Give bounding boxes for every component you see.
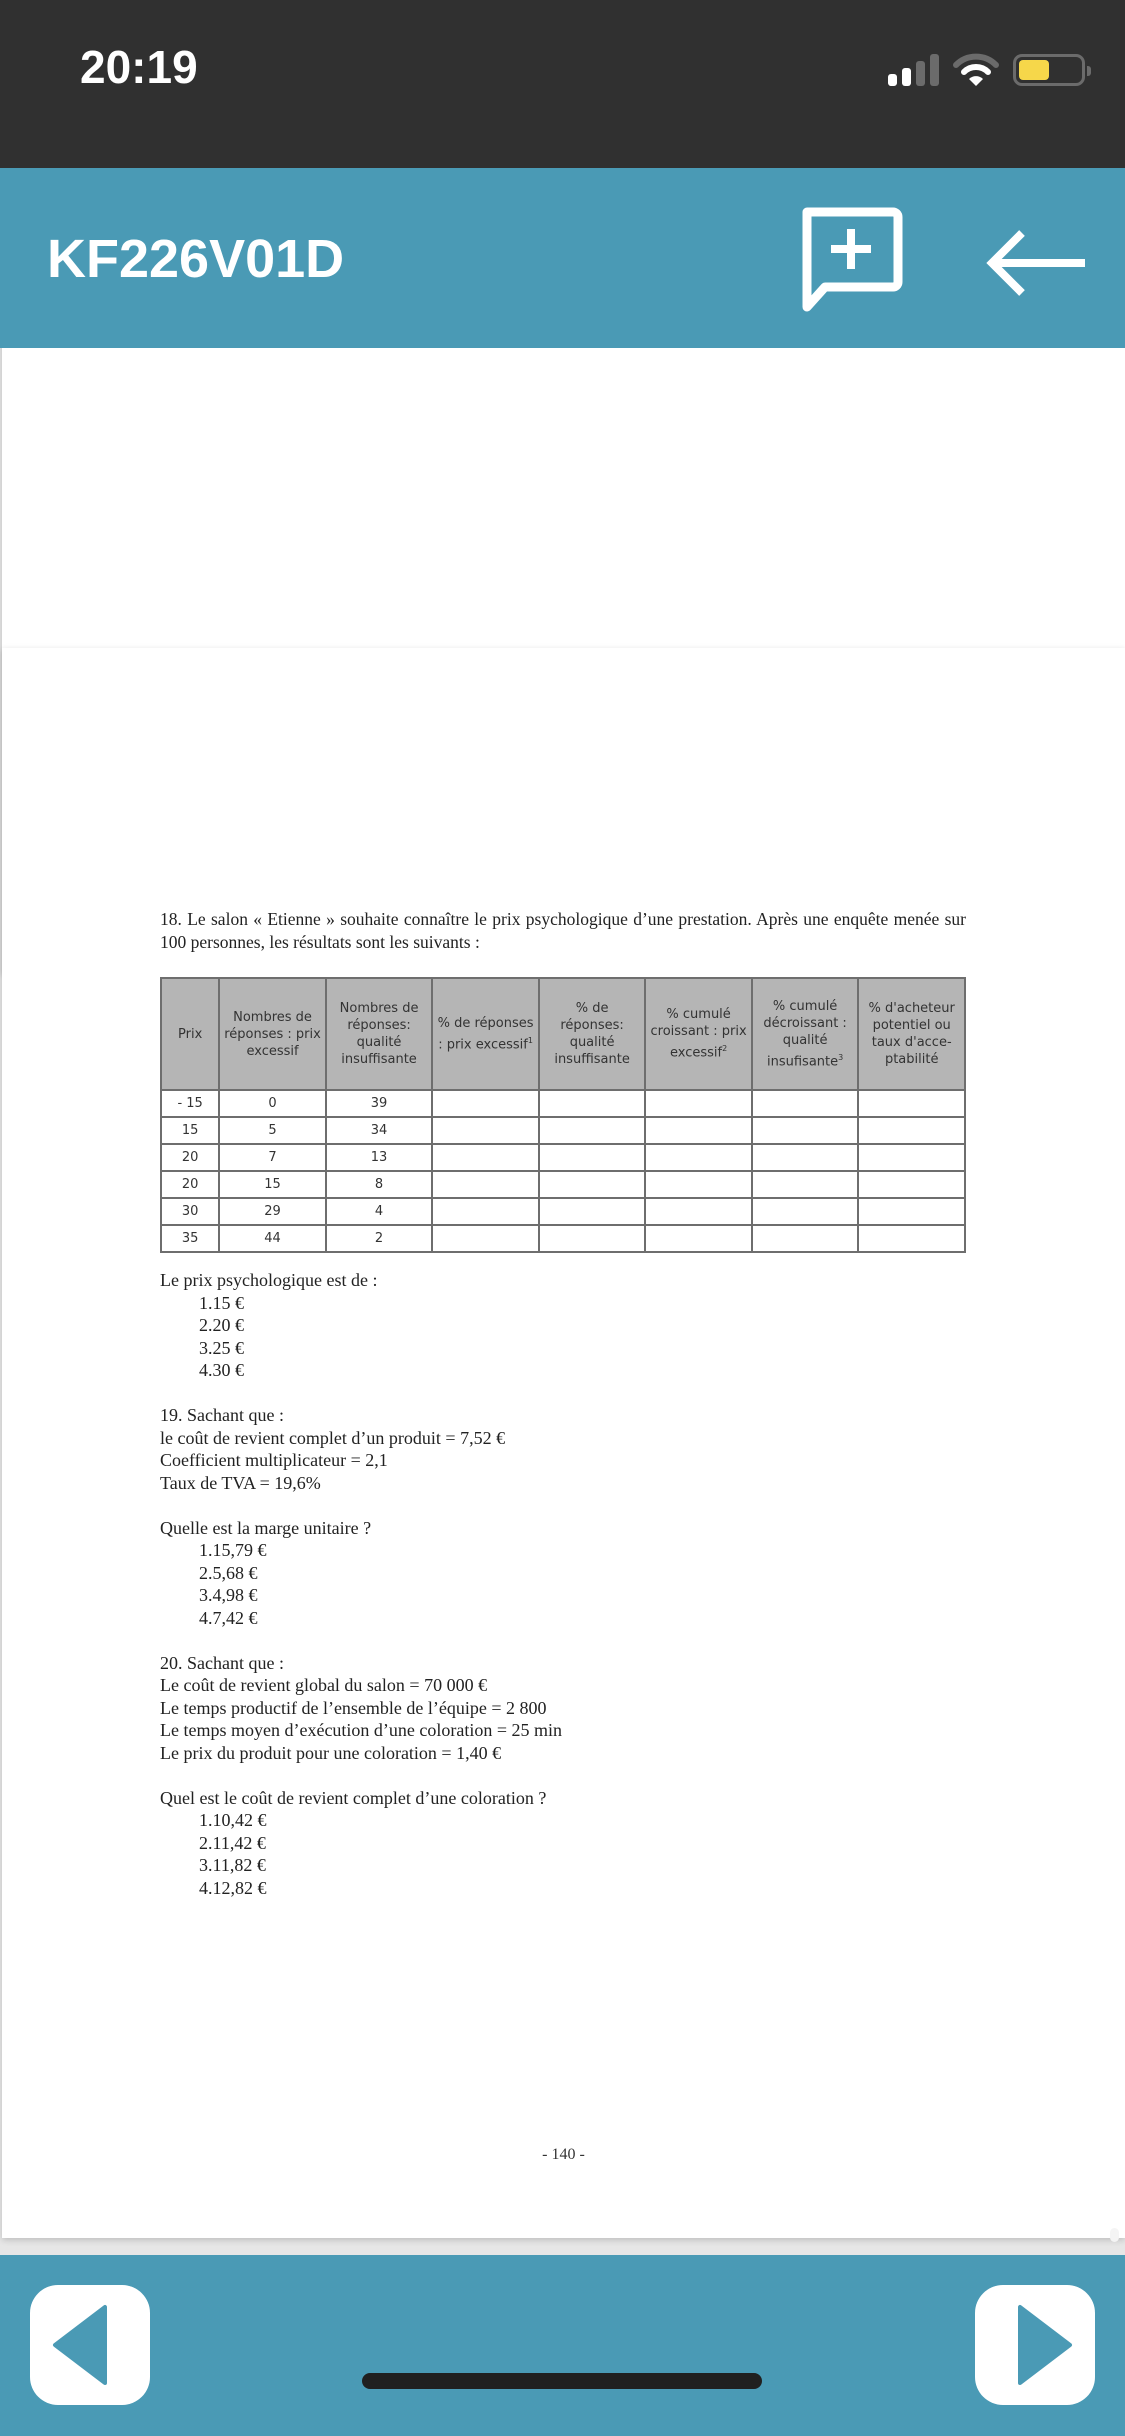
col-header: Nombres de réponses: qualité insuffisante xyxy=(326,978,433,1090)
table-cell: 15 xyxy=(161,1117,219,1144)
table-cell xyxy=(539,1117,646,1144)
answer-option: 3.25 € xyxy=(199,1337,244,1358)
document-viewer[interactable] xyxy=(0,348,1125,2255)
answer-option: 2.20 € xyxy=(199,1315,244,1335)
table-cell: - 15 xyxy=(161,1090,219,1117)
table-row xyxy=(161,1171,965,1198)
table-cell xyxy=(539,1090,646,1117)
answer-option: 4.12,82 € xyxy=(199,1877,267,1898)
table-cell xyxy=(858,1090,965,1117)
table-cell xyxy=(432,1090,539,1117)
table-cell: 35 xyxy=(161,1225,219,1252)
question-18-choices xyxy=(160,1269,966,1899)
answer-option: 1.10,42 € xyxy=(199,1810,267,1830)
question-19-prompt: Quelle est la marge unitaire ? xyxy=(160,1517,372,1538)
table-cell xyxy=(858,1225,965,1252)
answer-option: 1.15,79 € xyxy=(199,1540,267,1560)
table-cell xyxy=(539,1144,646,1171)
table-cell xyxy=(432,1171,539,1198)
table-cell: 15 xyxy=(219,1171,326,1198)
bottom-nav-bar xyxy=(0,2255,1125,2436)
answer-option: 1.15 € xyxy=(199,1292,244,1313)
answer-option: 2.5,68 € xyxy=(199,1562,258,1583)
col-header: % d'acheteur potentiel ou taux d'acce-ptabilité xyxy=(858,978,965,1090)
table-cell: 20 xyxy=(161,1171,219,1198)
fact-line: Le temps productif de l’ensemble de l’équipe = 2 800 xyxy=(160,1697,547,1718)
battery-level xyxy=(1019,60,1049,80)
col-header: % de réponses: qualité insuffisante xyxy=(539,978,646,1090)
table-cell: 34 xyxy=(326,1117,433,1144)
next-page-button[interactable] xyxy=(975,2285,1095,2405)
table-row xyxy=(161,1225,965,1252)
col-header: % cumulé décroissant : qualité insufisante$^3$ xyxy=(752,978,859,1090)
page-content xyxy=(160,908,966,1899)
table-cell xyxy=(858,1198,965,1225)
table-cell: 13 xyxy=(326,1144,433,1171)
answer-option: 4.30 € xyxy=(199,1360,244,1380)
table-cell xyxy=(752,1090,859,1117)
table-cell xyxy=(432,1117,539,1144)
table-row xyxy=(161,1144,965,1171)
table-cell xyxy=(752,1117,859,1144)
question-20-title: 20. Sachant que : xyxy=(160,1652,284,1673)
answer-option: 3.11,82 € xyxy=(199,1855,266,1875)
back-button[interactable] xyxy=(980,223,1090,303)
table-cell xyxy=(645,1198,752,1225)
wifi-icon xyxy=(953,53,999,87)
table-cell: 8 xyxy=(326,1171,433,1198)
table-cell: 30 xyxy=(161,1198,219,1225)
table-cell: 4 xyxy=(326,1198,433,1225)
table-cell xyxy=(858,1117,965,1144)
fact-line: Le temps moyen d’exécution d’une coloration = 25 min xyxy=(160,1720,563,1740)
table-cell xyxy=(432,1225,539,1252)
answer-option: 2.11,42 € xyxy=(199,1832,266,1853)
page-140 xyxy=(2,648,1125,2238)
table-cell: 44 xyxy=(219,1225,326,1252)
col-header: % de réponses : prix excessif$^1$ xyxy=(432,978,539,1090)
table-cell xyxy=(858,1171,965,1198)
table-row xyxy=(161,1117,965,1144)
question-18-prompt: Le prix psychologique est de : xyxy=(160,1270,378,1290)
triangle-left-icon xyxy=(30,2285,150,2405)
table-cell: 20 xyxy=(161,1144,219,1171)
status-time: 20:19 xyxy=(80,41,198,93)
scrollbar-thumb[interactable] xyxy=(1110,2228,1119,2242)
col-header: Prix xyxy=(161,978,219,1090)
fact-line: Le prix du produit pour une coloration = 1,40 € xyxy=(160,1742,502,1763)
table-cell: 2 xyxy=(326,1225,433,1252)
home-indicator[interactable] xyxy=(362,2373,762,2389)
triangle-right-icon xyxy=(975,2285,1095,2405)
fact-line: Le coût de revient global du salon = 70 000 € xyxy=(160,1675,488,1695)
table-cell xyxy=(858,1144,965,1171)
table-cell xyxy=(539,1225,646,1252)
previous-page-button[interactable] xyxy=(30,2285,150,2405)
table-cell xyxy=(645,1171,752,1198)
table-cell xyxy=(645,1117,752,1144)
battery-icon xyxy=(1013,54,1085,86)
add-note-button[interactable] xyxy=(800,205,910,315)
arrow-left-icon xyxy=(980,223,1090,303)
table-cell: 5 xyxy=(219,1117,326,1144)
fact-line: le coût de revient complet d’un produit = 7,52 € xyxy=(160,1427,506,1448)
table-cell xyxy=(432,1144,539,1171)
answer-option: 4.7,42 € xyxy=(199,1607,258,1628)
table-cell: 7 xyxy=(219,1144,326,1171)
survey-table xyxy=(160,977,966,1253)
table-row xyxy=(161,1198,965,1225)
signal-icon xyxy=(888,54,939,86)
question-20-prompt: Quel est le coût de revient complet d’une coloration ? xyxy=(160,1787,547,1808)
table-cell: 0 xyxy=(219,1090,326,1117)
table-cell: 29 xyxy=(219,1198,326,1225)
table-cell xyxy=(752,1144,859,1171)
question-19-title: 19. Sachant que : xyxy=(160,1405,284,1425)
table-header-row xyxy=(161,978,965,1090)
table-cell xyxy=(645,1144,752,1171)
status-bar xyxy=(0,0,1125,168)
status-icons xyxy=(888,50,1085,90)
table-cell xyxy=(539,1198,646,1225)
table-cell xyxy=(752,1225,859,1252)
comment-plus-icon xyxy=(800,205,910,315)
table-cell xyxy=(539,1171,646,1198)
table-cell xyxy=(752,1171,859,1198)
col-header: % cumulé croissant : prix excessif$^2$ xyxy=(645,978,752,1090)
fact-line: Coefficient multiplicateur = 2,1 xyxy=(160,1450,388,1470)
question-18-intro: 18. Le salon « Etienne » souhaite connaître le prix psychologique d’une prestation. Après une enquête menée sur 100 personnes, les résultats sont les suivants : xyxy=(160,909,966,952)
fact-line: Taux de TVA = 19,6% xyxy=(160,1472,321,1493)
page-number: - 140 - xyxy=(542,2146,585,2163)
app-header xyxy=(0,168,1125,348)
table-cell xyxy=(645,1225,752,1252)
document-title: KF226V01D xyxy=(47,229,345,289)
table-cell xyxy=(645,1090,752,1117)
table-row xyxy=(161,1090,965,1117)
table-cell xyxy=(432,1198,539,1225)
col-header: Nombres de réponses : prix excessif xyxy=(219,978,326,1090)
answer-option: 3.4,98 € xyxy=(199,1585,258,1605)
table-cell: 39 xyxy=(326,1090,433,1117)
table-cell xyxy=(752,1198,859,1225)
